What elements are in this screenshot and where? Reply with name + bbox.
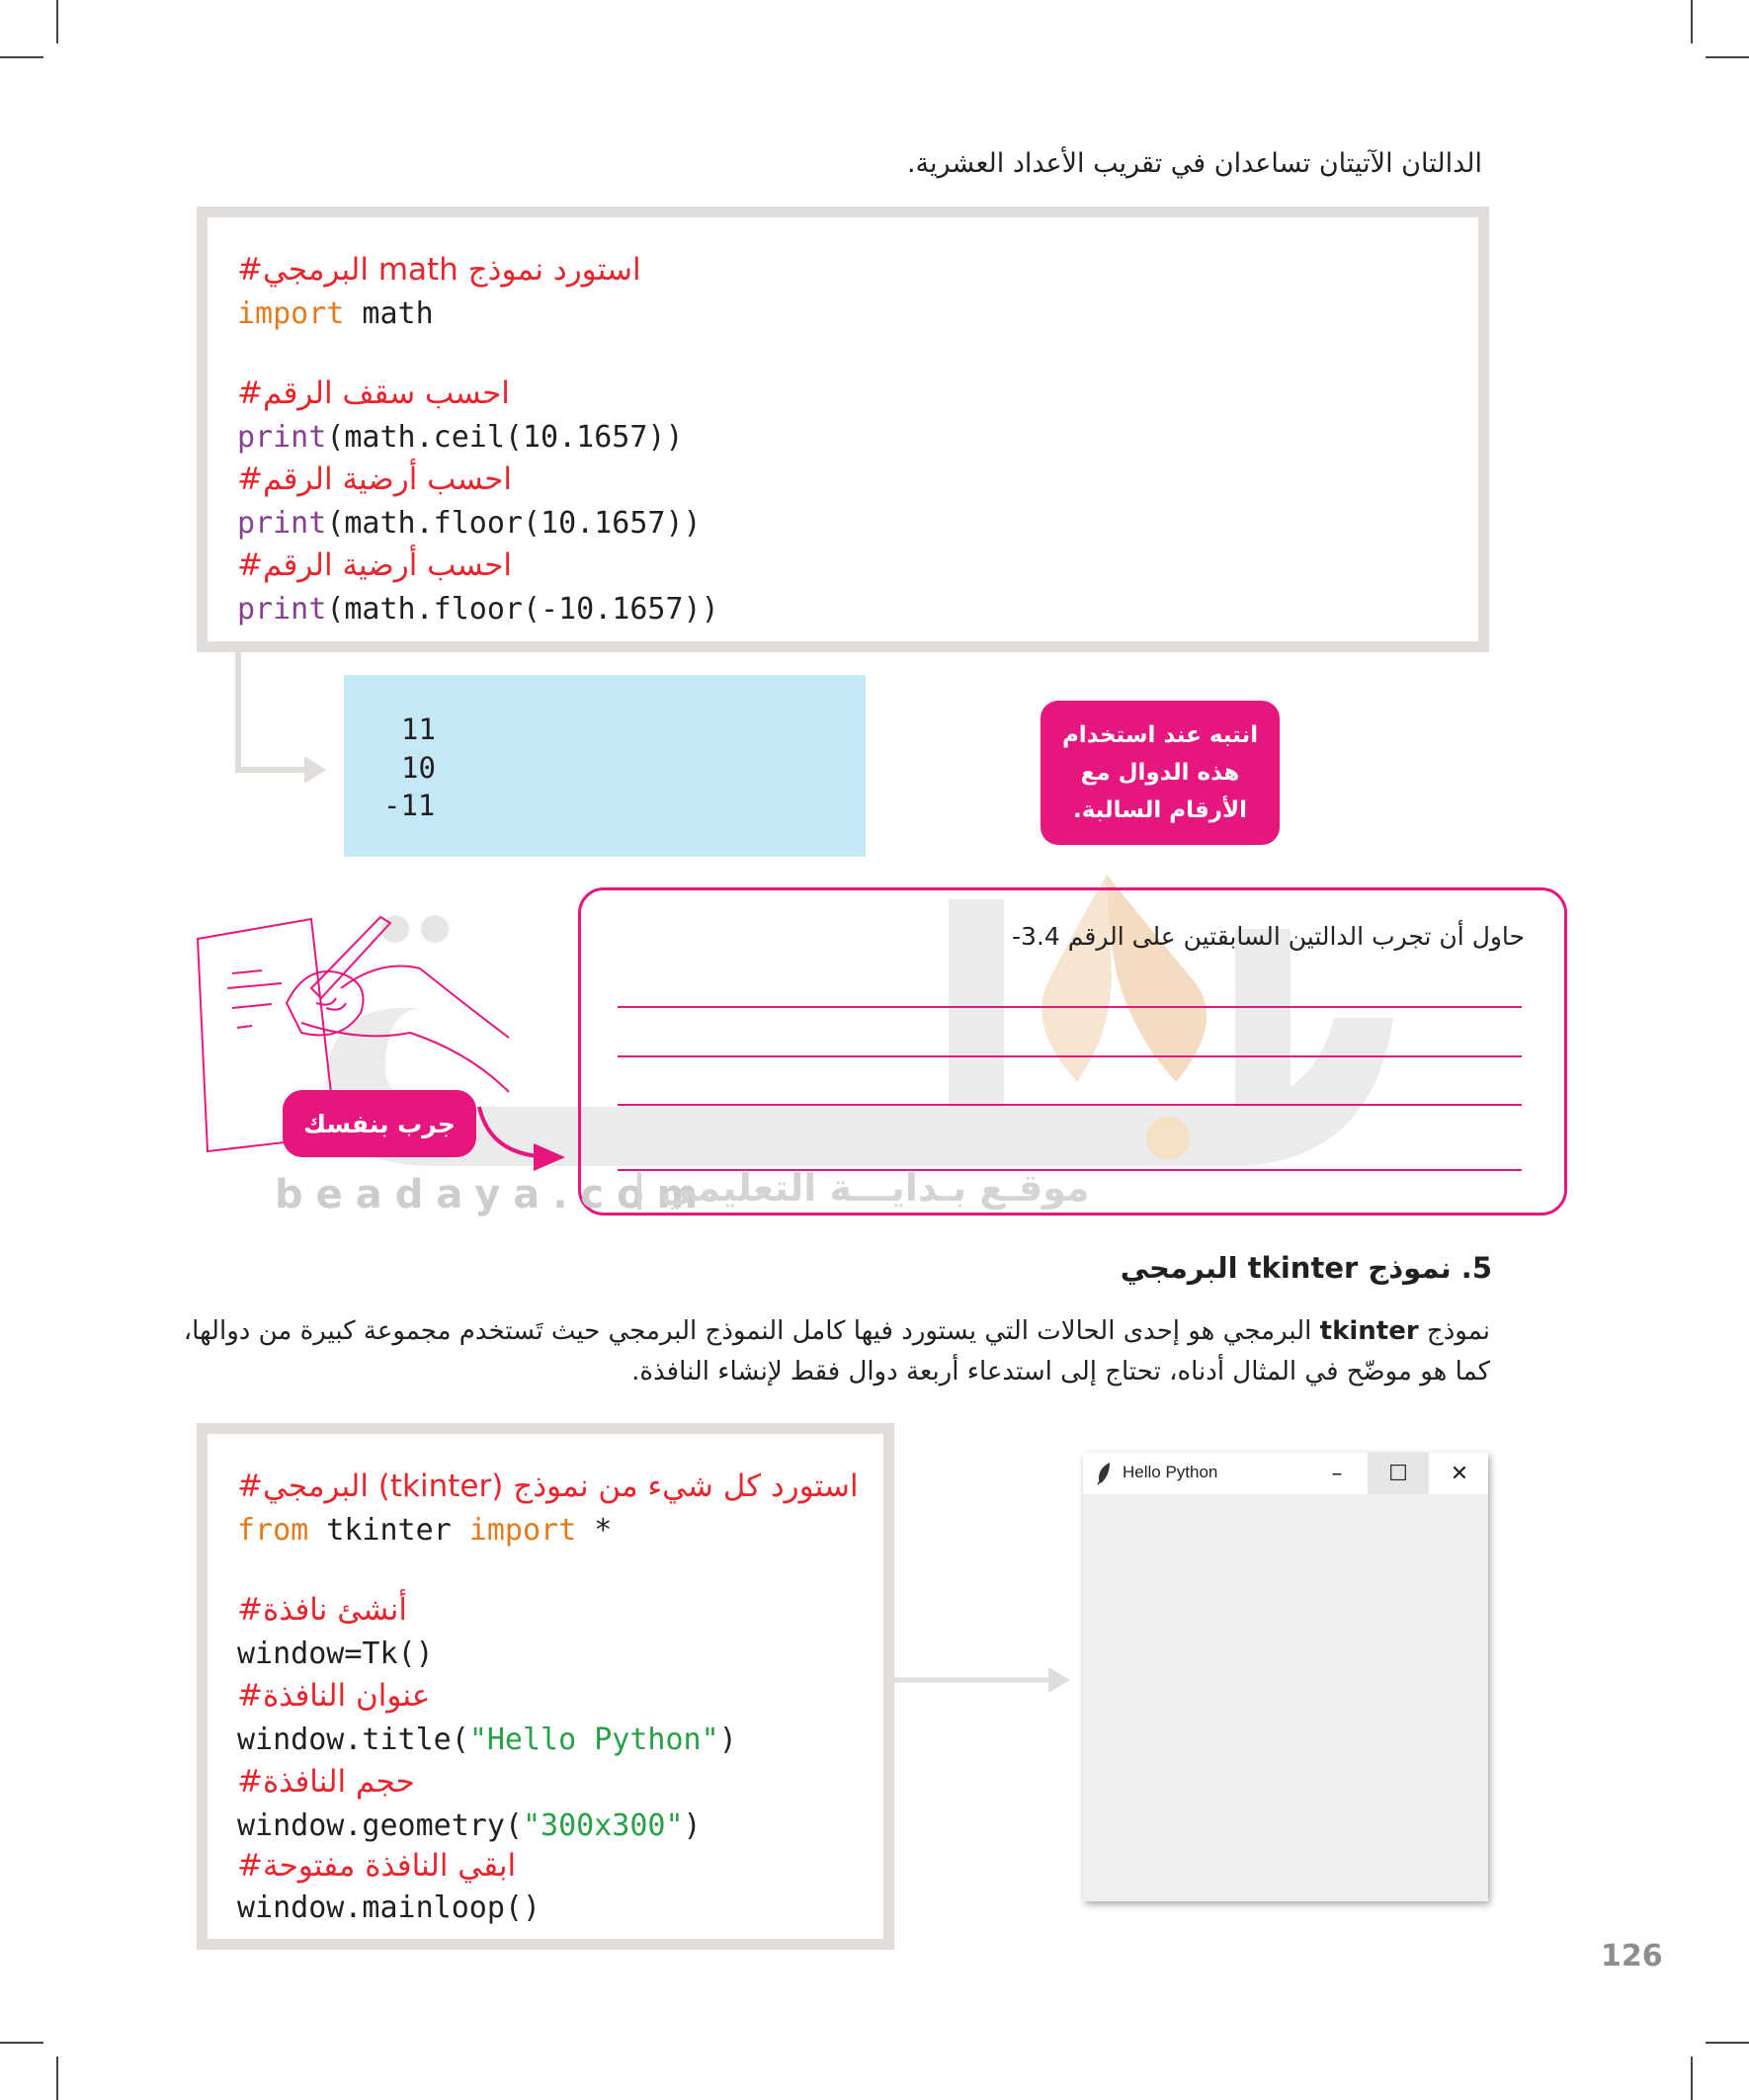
code-text: math	[344, 296, 434, 331]
code-line	[237, 1513, 612, 1548]
warning-note	[1041, 701, 1280, 845]
code-line	[237, 296, 434, 331]
code-line	[237, 1722, 737, 1757]
code-text: window.title(	[237, 1722, 469, 1757]
note-line: الأرقام السالبة.	[1072, 798, 1248, 823]
code-string: "300x300"	[522, 1808, 684, 1843]
code-comment: عنوان النافذة#	[237, 1678, 431, 1714]
math-code-box	[197, 207, 1489, 652]
code-line	[237, 1808, 702, 1843]
code-text: tkinter	[308, 1513, 469, 1548]
output-line: 10	[401, 751, 436, 785]
maximize-button[interactable]: ☐	[1368, 1453, 1429, 1494]
code-line: window=Tk()	[237, 1637, 434, 1671]
arrow-connector	[894, 1665, 1072, 1705]
intro-text: الدالتان الآتيتان تساعدان في تقريب الأعداد العشرية.	[906, 148, 1482, 179]
answer-line[interactable]	[618, 1104, 1522, 1106]
code-comment: احسب سقف الرقم#	[237, 376, 510, 411]
crop-mark	[1706, 56, 1749, 58]
output-box	[344, 675, 866, 857]
code-keyword: import	[237, 296, 345, 331]
code-comment: احسب أرضية الرقم#	[237, 462, 513, 497]
code-function: print	[237, 506, 327, 541]
para-text: نموذج	[1418, 1316, 1490, 1346]
code-comment: ابقي النافذة مفتوحة#	[237, 1848, 517, 1884]
crop-mark	[0, 2042, 43, 2044]
watermark-site: beadaya.com	[275, 1172, 711, 1218]
output-line: -11	[383, 789, 436, 822]
crop-mark	[1691, 2057, 1693, 2100]
answer-line[interactable]	[618, 1055, 1522, 1057]
section-paragraph-line: كما هو موضّح في المثال أدناه، تحتاج إلى استدعاء أربعة دوال فقط لإنشاء النافذة.	[631, 1357, 1490, 1386]
arrow-icon	[474, 1102, 573, 1171]
crop-mark	[1691, 0, 1693, 43]
tk-window-preview	[1083, 1453, 1488, 1901]
code-line	[237, 506, 702, 541]
code-line	[237, 420, 684, 455]
code-function: print	[237, 420, 327, 455]
output-line: 11	[401, 713, 436, 746]
feather-icon	[1095, 1462, 1115, 1485]
close-button[interactable]: ✕	[1450, 1461, 1469, 1486]
code-text: (math.floor(10.1657))	[326, 506, 702, 541]
code-comment: حجم النافذة#	[237, 1764, 415, 1800]
arrow-connector	[227, 647, 336, 786]
try-prompt: حاول أن تجرب الدالتين السابقتين على الرقم 3.4-	[1011, 922, 1525, 951]
section-heading: 5. نموذج tkinter البرمجي	[1120, 1251, 1492, 1285]
code-text: (math.ceil(10.1657))	[326, 420, 684, 455]
minimize-button[interactable]: –	[1331, 1461, 1343, 1486]
page-number: 126	[1601, 1939, 1663, 1974]
code-text: )	[683, 1808, 702, 1843]
tk-window-title: Hello Python	[1123, 1463, 1218, 1481]
para-text: البرمجي هو إحدى الحالات التي يستورد فيها كامل النموذج البرمجي حيث تَستخدم مجموعة كبيرة من دوالها،	[183, 1316, 1320, 1346]
note-line: هذه الدوال مع	[1080, 760, 1240, 786]
code-text: window.geometry(	[237, 1808, 523, 1843]
code-string: "Hello Python"	[468, 1722, 719, 1757]
code-comment: احسب أرضية الرقم#	[237, 547, 513, 583]
code-keyword: import	[468, 1513, 577, 1548]
code-text: )	[718, 1722, 737, 1757]
watermark-site-ar: موقـع بـدايـــة التعليمي |	[632, 1166, 1090, 1210]
note-line: انتبه عند استخدام	[1061, 722, 1259, 748]
answer-line[interactable]	[618, 1006, 1522, 1008]
code-line	[237, 592, 719, 627]
code-keyword: from	[237, 1513, 309, 1548]
code-comment: أنشئ نافذة#	[237, 1592, 407, 1628]
code-comment: استورد نموذج math البرمجي#	[237, 252, 641, 288]
code-text: *	[576, 1513, 613, 1548]
section-paragraph-line	[183, 1316, 1490, 1346]
tkinter-code-box	[197, 1423, 894, 1950]
code-comment: استورد كل شيء من نموذج (tkinter) البرمجي#	[237, 1469, 859, 1504]
crop-mark	[0, 56, 43, 58]
crop-mark	[56, 2057, 58, 2100]
code-function: print	[237, 592, 327, 627]
code-text: (math.floor(-10.1657))	[326, 592, 719, 627]
try-yourself-label: جرب بنفسك	[283, 1090, 476, 1157]
para-bold: tkinter	[1319, 1316, 1419, 1346]
crop-mark	[1706, 2042, 1749, 2044]
crop-mark	[56, 0, 58, 43]
tk-titlebar	[1083, 1453, 1488, 1494]
code-line: window.mainloop()	[237, 1890, 541, 1925]
